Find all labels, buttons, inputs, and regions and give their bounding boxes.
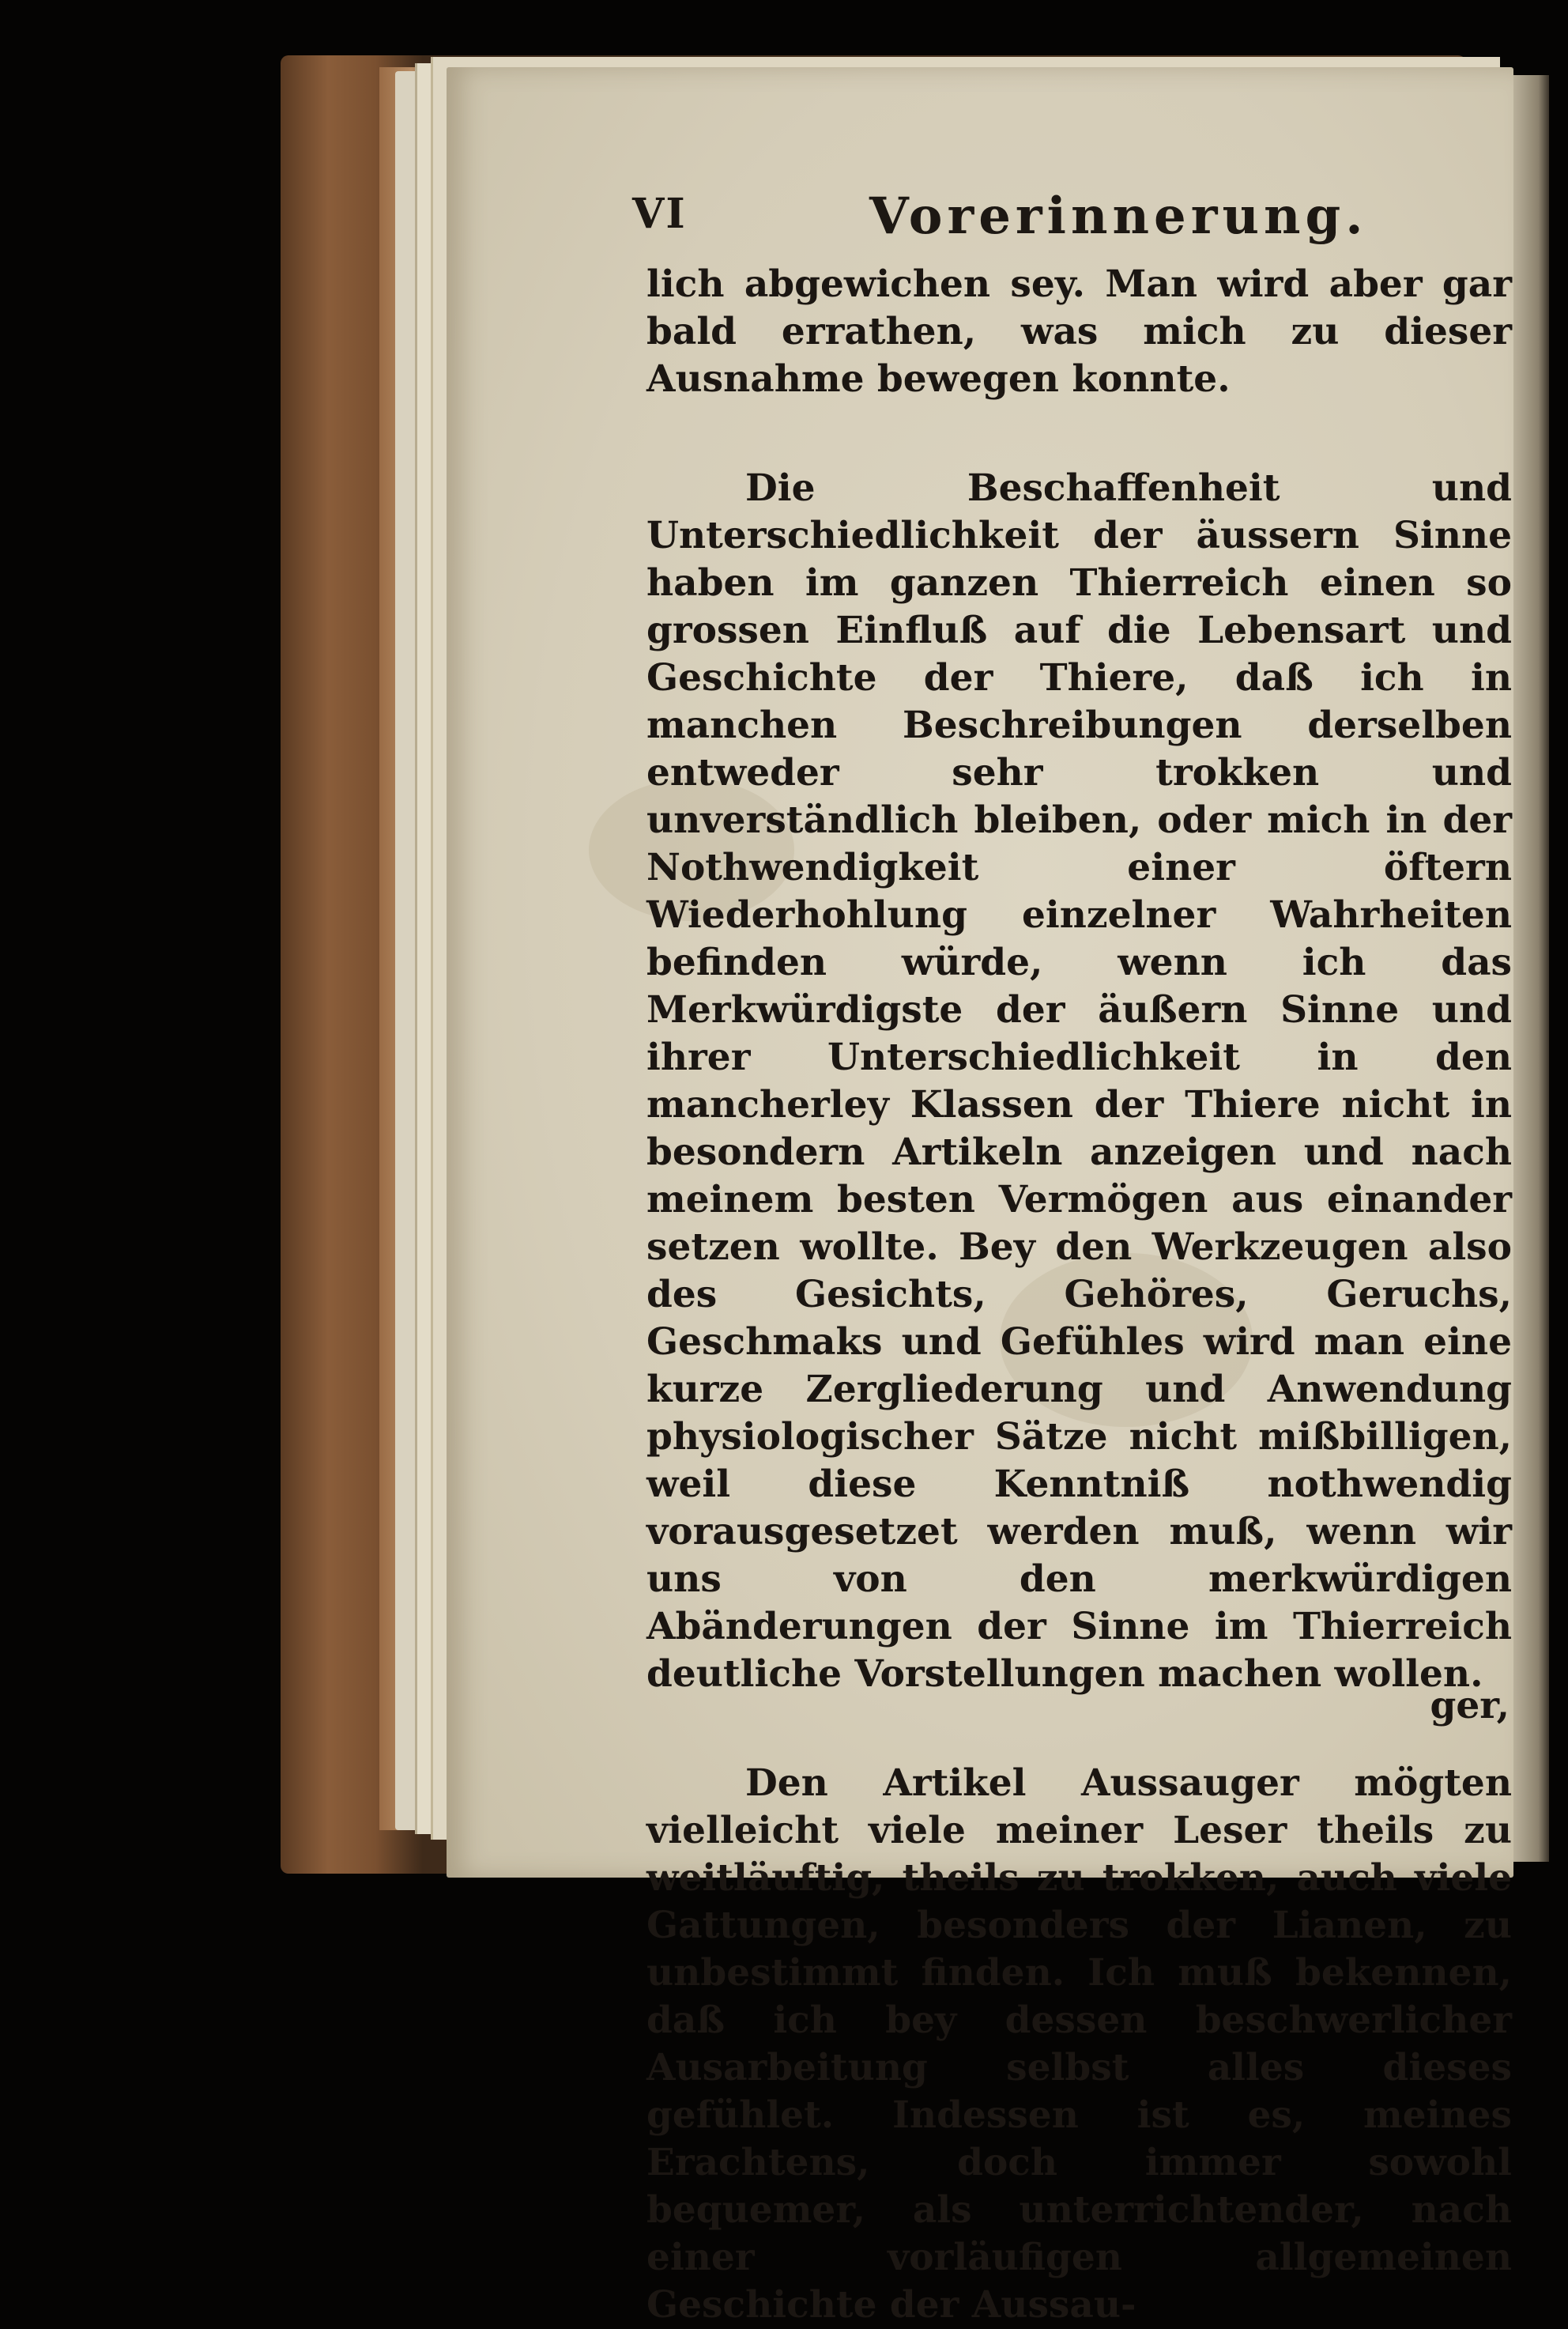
catchword: ger, — [1430, 1684, 1510, 1727]
body-text — [646, 261, 1512, 2329]
page-gutter-shadow — [1513, 75, 1549, 1862]
running-head-title: Vorerinnerung. — [869, 187, 1368, 246]
paragraph-continued: lich abgewichen sey. Man wird aber gar bald errathen, was mich zu dieser Ausnahme bewegen konnte. — [646, 262, 1512, 401]
paragraph: Den Artikel Aussauger mögten vielleicht viele meiner Leser theils zu weitläuftig, theils zu trokken, auch viele Gattungen, besonders der Lianen, zu unbestimmt finden. Ich muß bekennen, daß ich bey dessen beschwerlicher Ausarbeitung selbst alles dieses gefühlet. Indessen ist es, meines Erachtens, doch immer sowohl bequemer, als unterrichtender, nach einer vorläufigen allgemeinen Geschichte der Aussau- — [646, 1761, 1512, 2327]
running-head — [632, 187, 1525, 250]
page-number: VI — [632, 190, 687, 238]
paragraph: Die Beschaffenheit und Unterschiedlichkeit der äussern Sinne haben im ganzen Thierreich einen so grossen Einfluß auf die Lebensart und Geschichte der Thiere, daß ich in manchen Beschreibungen derselben entweder sehr trokken und unverständlich bleiben, oder mich in der Nothwendigkeit einer öftern Wiederhohlung einzelner Wahrheiten befinden würde, wenn ich das Merkwürdigste der äußern Sinne und ihrer Unterschiedlichkeit in den mancherley Klassen der Thiere nicht in besondern Artikeln anzeigen und nach meinem besten Vermögen aus einander setzen wollte. Bey den Werkzeugen also des Gesichts, Gehöres, Geruchs, Geschmaks und Gefühles wird man eine kurze Zergliederung und Anwendung physiologischer Sätze nicht mißbilligen, weil diese Kenntniß nothwendig vorausgesetzet werden muß, wenn wir uns von den merkwürdigen Abänderungen der Sinne im Thierreich deutliche Vorstellungen machen wollen. — [646, 466, 1512, 1696]
